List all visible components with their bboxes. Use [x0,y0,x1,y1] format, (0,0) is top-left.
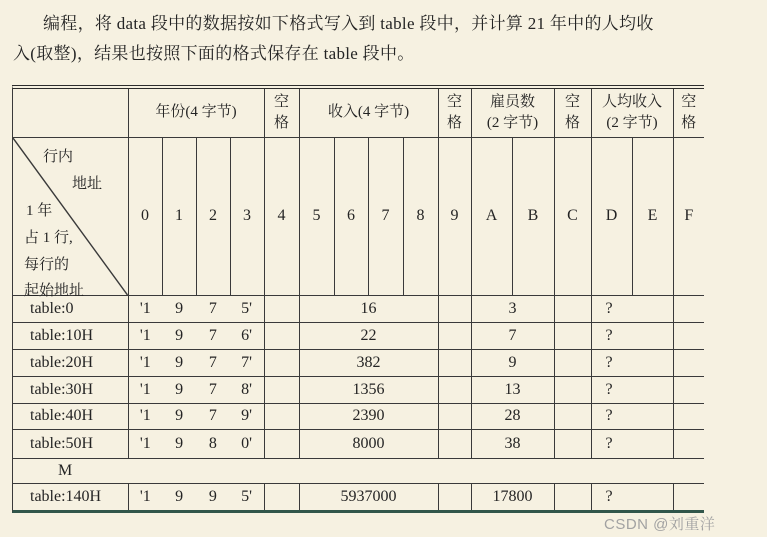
income-cell: 5937000 [299,483,438,510]
space-label-bottom: 格 [446,114,462,131]
row-address-label: table:10H [13,322,128,349]
row-address-label: table:140H [13,483,128,510]
col-group-year: 年份(4 字节) [128,89,264,137]
year-digit: '1 [139,353,151,371]
year-cell [128,349,264,376]
space-cell [554,349,591,376]
average-cell: ? [591,322,673,349]
diagonal-corner-cell [13,137,128,299]
col-index-B: B [512,137,554,295]
row-address-label: table:0 [13,295,128,322]
col-group-employees [471,89,554,137]
space-cell [673,322,704,349]
year-digit: 7 [208,407,217,424]
space-cell [554,376,591,403]
space-cell [673,349,704,376]
space-cell [438,322,471,349]
year-digit: 9 [175,487,184,505]
table-row-1 [13,322,704,349]
col-group-average-income [591,89,673,137]
table-row-0 [13,295,704,322]
year-digit: '1 [139,299,151,317]
year-digit: 9 [175,380,184,398]
space-cell [438,349,471,376]
space-cell [673,295,704,322]
average-cell: ? [591,295,673,322]
year-digit: 9' [241,407,253,424]
employees-cell: 17800 [471,483,554,510]
average-cell: ? [591,376,673,403]
space-label-bottom: 格 [681,114,697,131]
space-cell [264,429,299,458]
table-row-2 [13,349,704,376]
col-group-space-1 [264,89,299,137]
corner-text-6: 起始地址 [24,282,85,299]
space-label-bottom: 格 [273,114,289,131]
year-digit: 5' [241,299,253,317]
income-cell: 22 [299,322,438,349]
income-cell: 16 [299,295,438,322]
year-digit: '1 [139,380,151,398]
row-address-label: table:20H [13,349,128,376]
column-index-row [13,137,704,295]
space-cell [264,295,299,322]
space-cell [673,376,704,403]
average-income-label: 人均收入 [602,93,663,110]
space-cell [264,349,299,376]
year-cell [128,403,264,429]
exercise-statement [13,9,740,69]
row-address-label: table:50H [13,429,128,458]
corner-text-5: 每行的 [24,256,70,273]
space-cell [554,429,591,458]
corner-text-3: 1 年 [26,202,53,219]
col-group-space-2 [438,89,471,137]
col-index-5: 5 [299,137,334,295]
col-index-A: A [471,137,512,295]
col-index-9: 9 [438,137,471,295]
space-cell [554,483,591,510]
row-address-label: table:30H [13,376,128,403]
year-cell [128,429,264,458]
income-cell: 8000 [299,429,438,458]
space-cell [438,295,471,322]
corner-text-1: 行内 [43,148,74,165]
col-index-D: D [591,137,632,295]
space-cell [264,483,299,510]
income-cell: 382 [299,349,438,376]
year-digit: 7 [208,326,217,344]
employees-cell: 28 [471,403,554,429]
year-cell [128,376,264,403]
table-row-4 [13,403,704,429]
average-cell: ? [591,403,673,429]
year-digit: 8' [241,380,253,398]
year-digit: 7 [208,299,217,317]
year-digit: 9 [208,487,217,505]
year-digit: 9 [175,299,184,317]
col-group-income: 收入(4 字节) [299,89,438,137]
year-digit: '1 [139,434,151,452]
year-digit: '1 [139,326,151,344]
col-index-4: 4 [264,137,299,295]
table-row-140h [13,483,704,510]
group-header-row [13,89,704,137]
space-label-top: 空 [564,93,580,110]
year-cell [128,322,264,349]
space-cell [438,483,471,510]
year-digit: 9 [175,326,184,344]
exercise-statement-line-1: 编程，将 data 段中的数据按如下格式写入到 table 段中，并计算 21 年中的人均收 [43,14,654,33]
year-digit: 5' [241,487,253,505]
col-index-3: 3 [230,137,264,295]
space-cell [264,403,299,429]
year-digit: '1 [139,487,151,505]
exercise-statement-line-2: 入(取整)，结果也按照下面的格式保存在 table 段中。 [13,44,415,63]
year-cell [128,295,264,322]
space-cell [554,295,591,322]
space-cell [554,322,591,349]
col-index-7: 7 [368,137,403,295]
col-index-6: 6 [334,137,368,295]
table-row-3 [13,376,704,403]
table-row-5 [13,429,704,458]
income-cell: 1356 [299,376,438,403]
ellipsis-row [13,458,704,483]
space-cell [264,376,299,403]
corner-empty-cell [13,89,128,137]
employees-cell: 9 [471,349,554,376]
col-group-space-4 [673,89,704,137]
year-digit: 8 [208,434,217,452]
space-cell [673,403,704,429]
average-cell: ? [591,349,673,376]
year-digit: 9 [175,407,184,424]
employees-cell: 7 [471,322,554,349]
year-digit: 9 [175,434,184,452]
year-digit: 7 [208,353,217,371]
space-cell [554,403,591,429]
space-cell [438,429,471,458]
space-cell [438,403,471,429]
year-digit: 6' [241,326,253,344]
year-digit: 9 [175,353,184,371]
space-label-bottom: 格 [564,114,580,131]
average-cell: ? [591,429,673,458]
space-label-top: 空 [446,93,462,110]
space-cell [673,483,704,510]
csdn-watermark: CSDN @刘重洋 [604,516,716,533]
col-index-E: E [632,137,673,295]
employees-cell: 3 [471,295,554,322]
corner-text-2: 地址 [72,175,103,192]
employees-cell: 38 [471,429,554,458]
space-label-top: 空 [273,93,289,110]
col-group-space-3 [554,89,591,137]
year-digit: 7' [241,353,253,371]
col-index-2: 2 [196,137,230,295]
col-index-0: 0 [128,137,162,295]
memory-layout-table [13,89,704,510]
ellipsis-label: M [58,461,73,479]
space-cell [264,322,299,349]
space-cell [438,376,471,403]
year-digit: 7 [208,380,217,398]
employees-bytes: (2 字节) [486,114,539,131]
space-cell [673,429,704,458]
year-digit: '1 [139,407,151,424]
year-cell [128,483,264,510]
col-index-C: C [554,137,591,295]
income-cell: 2390 [299,403,438,429]
col-index-F: F [673,137,704,295]
employees-label: 雇员数 [489,93,535,110]
col-index-1: 1 [162,137,196,295]
year-digit: 0' [241,434,253,452]
col-index-8: 8 [403,137,438,295]
space-label-top: 空 [681,93,697,110]
memory-layout-table-frame [12,85,704,513]
average-cell: ? [591,483,673,510]
employees-cell: 13 [471,376,554,403]
corner-text-4: 占 1 行, [24,229,73,246]
average-income-bytes: (2 字节) [606,114,658,131]
row-address-label: table:40H [13,403,128,429]
